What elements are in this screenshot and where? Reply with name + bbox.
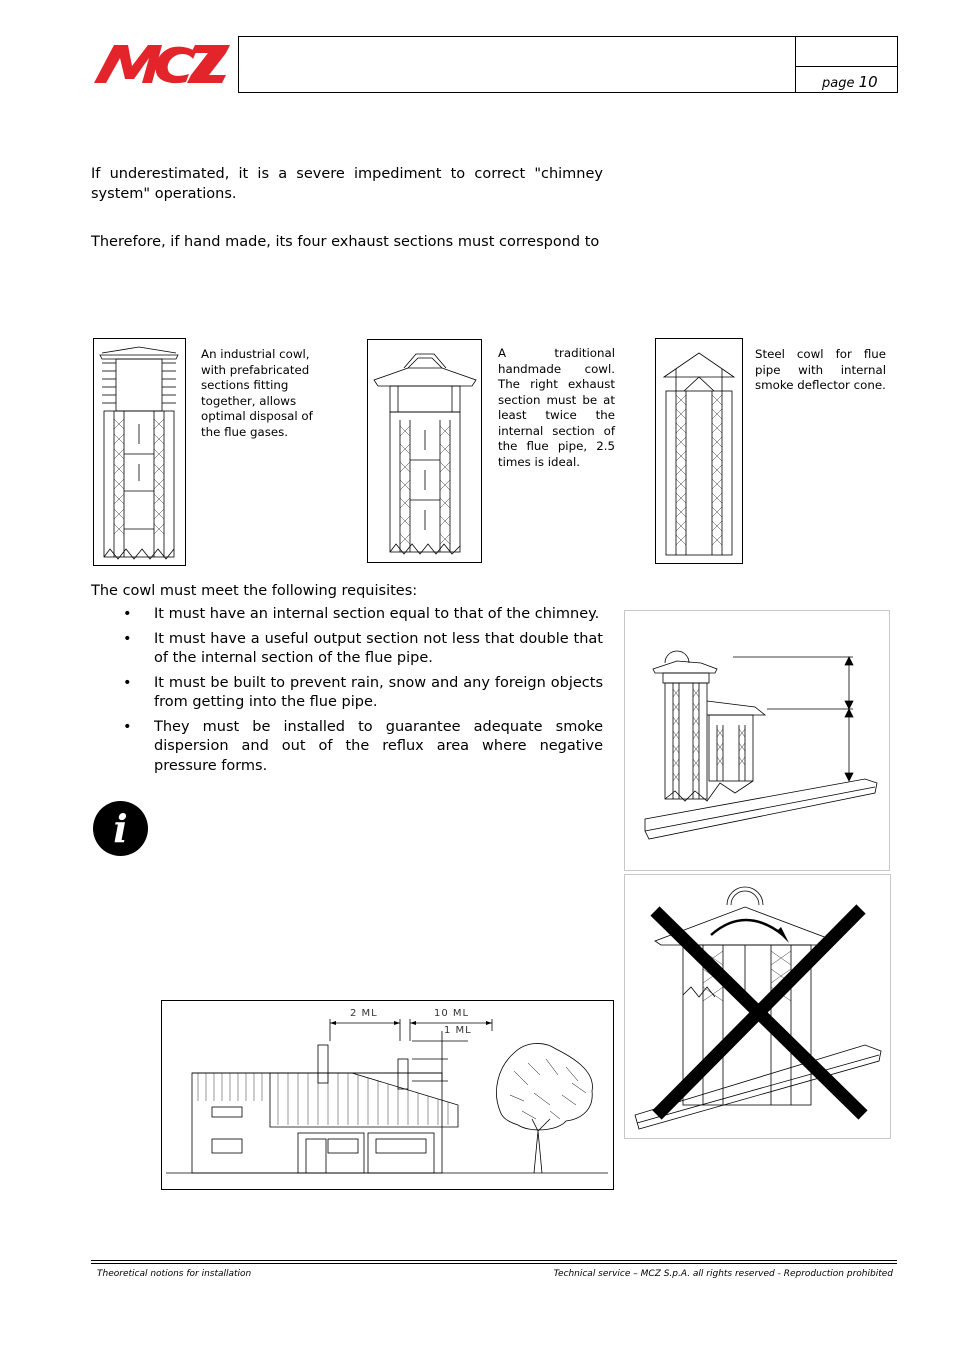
page-number-label: page 10 [822, 73, 878, 91]
handmade-cowl-caption: A traditional handmade cowl. The right exhaust section must be at least twice the internal section of the flue pipe, 2.5 times is ideal. [498, 346, 615, 469]
footer-left-text: Theoretical notions for installation [97, 1269, 252, 1279]
footer-rule-bottom [91, 1263, 897, 1264]
list-item: • It must have an internal section equal to that of the chimney. [123, 606, 600, 622]
list-item: • It must have a useful output section not less that double that of the internal section of the flue pipe. [123, 630, 603, 666]
steel-cowl-figure [655, 338, 743, 564]
header-divider-horizontal [795, 66, 898, 67]
footer-right-text: Technical service – MCZ S.p.A. all rights reserved - Reproduction prohibited [553, 1269, 893, 1279]
industrial-cowl-caption: An industrial cowl, with prefabricated sections fitting together, allows optimal disposal of the flue gases. [201, 347, 313, 439]
handmade-cowl-figure [367, 339, 482, 563]
header-divider-vertical [795, 36, 796, 93]
dimension-label-2ml: 2 ML [350, 1008, 378, 1019]
dimension-label-10ml: 10 ML [434, 1008, 470, 1019]
header-box [238, 36, 898, 93]
list-item: • It must be built to prevent rain, snow and any foreign objects from getting into the flue pipe. [123, 674, 603, 710]
industrial-cowl-figure [93, 338, 186, 566]
requisites-list [91, 605, 603, 781]
info-icon: i [93, 801, 148, 856]
roof-chimney-height-figure [624, 610, 890, 871]
house-distance-figure [161, 1000, 614, 1190]
list-item: • They must be installed to guarantee adequate smoke dispersion and out of the reflux area where negative pressure forms. [123, 718, 603, 774]
footer-rule-top [91, 1260, 897, 1261]
steel-cowl-caption: Steel cowl for flue pipe with internal smoke deflector cone. [755, 347, 886, 392]
incorrect-cowl-figure [624, 874, 891, 1139]
mcz-logo [92, 42, 232, 86]
dimension-label-1ml: 1 ML [444, 1025, 472, 1036]
intro-paragraph-2: Therefore, if hand made, its four exhaust sections must correspond to [91, 234, 600, 250]
intro-paragraph-1: If underestimated, it is a severe impediment to correct "chimney system" operations. [91, 166, 603, 202]
requisites-intro: The cowl must meet the following requisites: [91, 583, 418, 599]
